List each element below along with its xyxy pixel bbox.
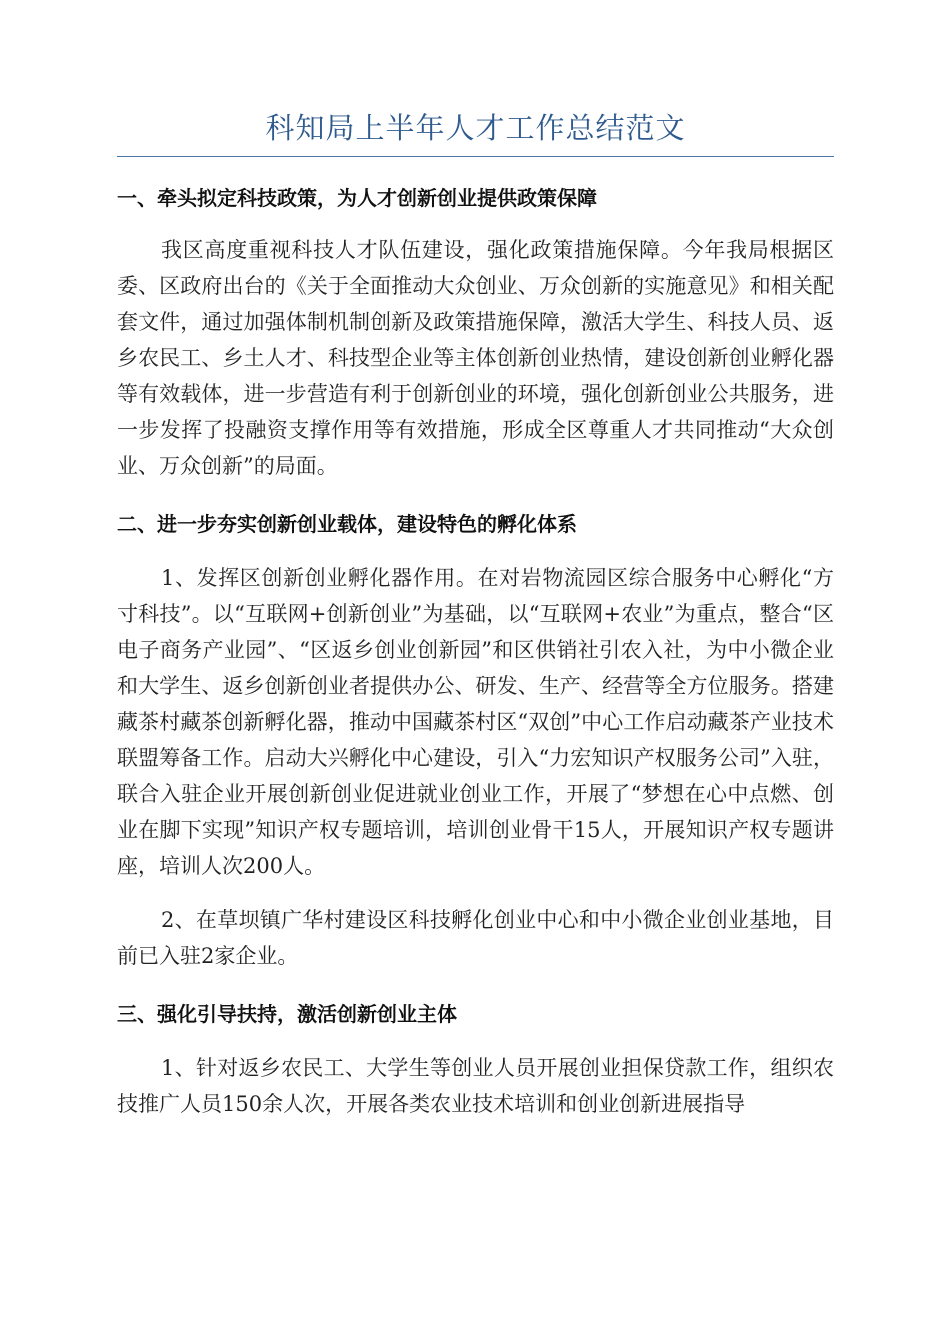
section-2-paragraph-1: 1、发挥区创新创业孵化器作用。在对岩物流园区综合服务中心孵化“方寸科技”。以“互联网+创新创业”为基础，以“互联网+农业”为重点，整合“区电子商务产业园”、“区返乡创业创新园”和区供销社引农入社，为中小微企业和大学生、返乡创新创业者提供办公、研发、生产、经营等全方位服务。搭建藏茶村藏茶创新孵化器，推动中国藏茶村区“双创”中心工作启动藏茶产业技术联盟筹备工作。启动大兴孵化中心建设，引入“力宏知识产权服务公司”入驻，联合入驻企业开展创新创业促进就业创业工作，开展了“梦想在心中点燃、创业在脚下实现”知识产权专题培训，培训创业骨干15人，开展知识产权专题讲座，培训人次200人。	[117, 566, 834, 878]
title-block	[117, 108, 834, 157]
section-1-paragraph-1: 我区高度重视科技人才队伍建设，强化政策措施保障。今年我局根据区委、区政府出台的《关于全面推动大众创业、万众创新的实施意见》和相关配套文件，通过加强体制机制创新及政策措施保障，激活大学生、科技人员、返乡农民工、乡土人才、科技型企业等主体创新创业热情，建设创新创业孵化器等有效载体，进一步营造有利于创新创业的环境，强化创新创业公共服务，进一步发挥了投融资支撑作用等有效措施，形成全区尊重人才共同推动“大众创业、万众创新”的局面。	[117, 238, 834, 478]
section-3-paragraph-1: 1、针对返乡农民工、大学生等创业人员开展创业担保贷款工作，组织农技推广人员150余人次，开展各类农业技术培训和创业创新进展指导	[117, 1056, 834, 1116]
section-2-paragraph-2: 2、在草坝镇广华村建设区科技孵化创业中心和中小微企业创业基地，目前已入驻2家企业。	[117, 908, 834, 968]
section-heading-3: 三、强化引导扶持，激活创新创业主体	[117, 1002, 457, 1026]
section-heading-2: 二、进一步夯实创新创业载体，建设特色的孵化体系	[117, 512, 577, 536]
document-title: 科知局上半年人才工作总结范文	[265, 111, 686, 145]
section-heading-1: 一、牵头拟定科技政策，为人才创新创业提供政策保障	[117, 186, 597, 210]
document-body	[117, 174, 834, 1122]
